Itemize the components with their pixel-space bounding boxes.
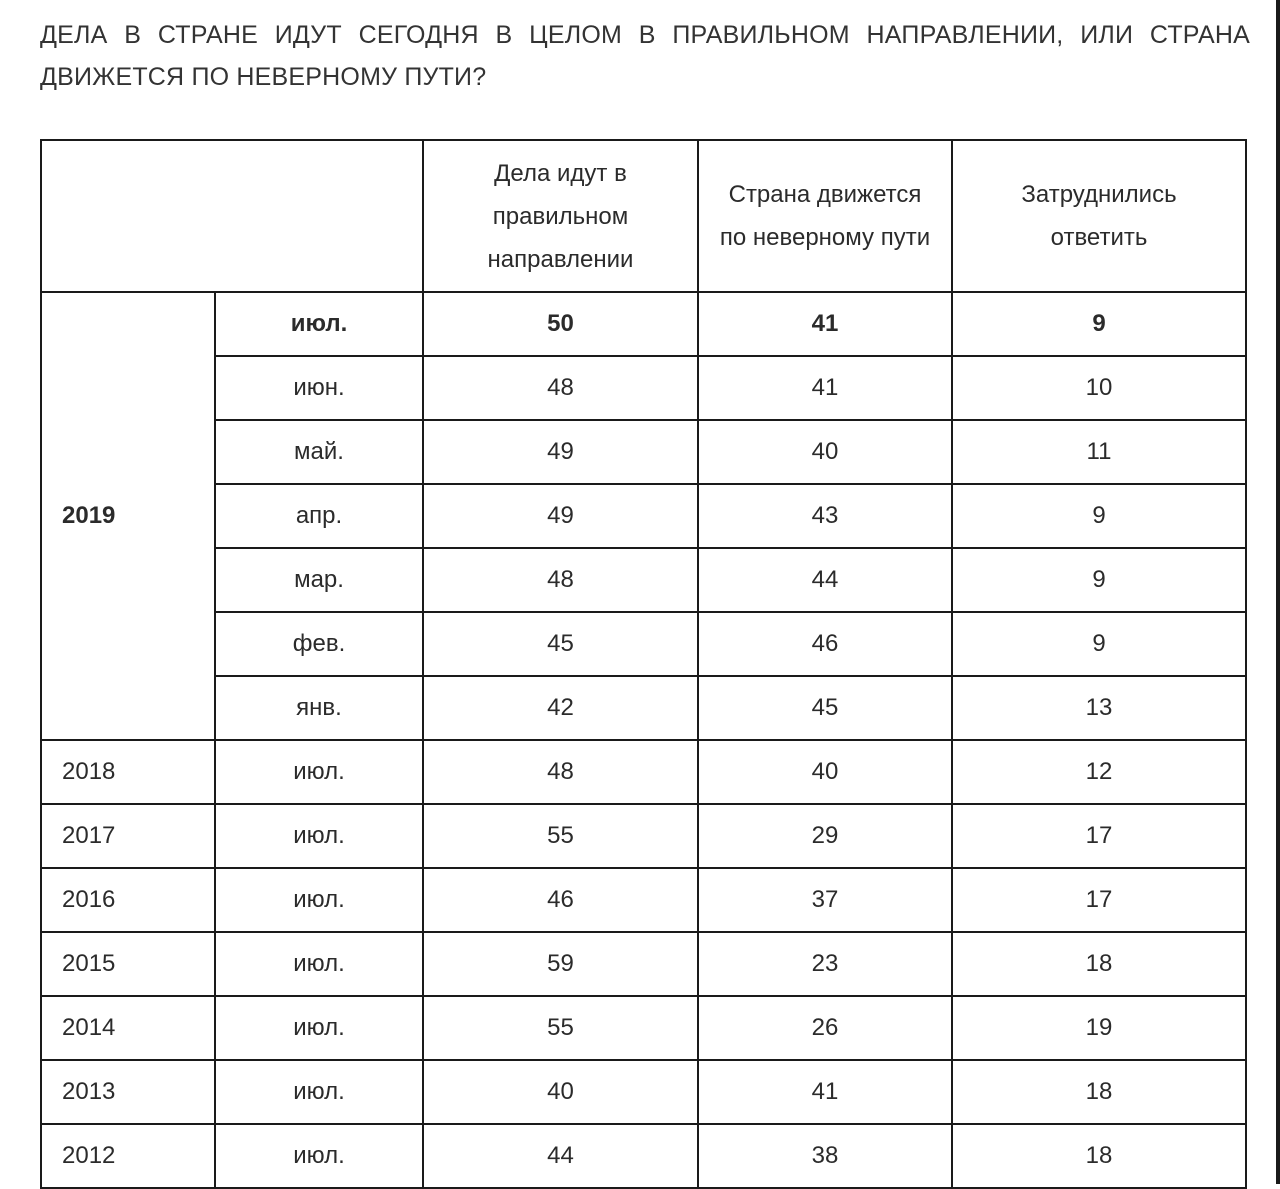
hard-to-say-cell: 9 xyxy=(952,548,1246,612)
month-cell: мар. xyxy=(215,548,423,612)
year-cell: 2016 xyxy=(41,868,215,932)
hard-to-say-cell: 10 xyxy=(952,356,1246,420)
year-cell: 2018 xyxy=(41,740,215,804)
right-direction-cell: 49 xyxy=(423,420,698,484)
hard-to-say-cell: 18 xyxy=(952,932,1246,996)
month-cell: янв. xyxy=(215,676,423,740)
wrong-path-cell: 43 xyxy=(698,484,952,548)
year-cell: 2012 xyxy=(41,1124,215,1188)
wrong-path-cell: 46 xyxy=(698,612,952,676)
table-row xyxy=(41,868,1246,932)
wrong-path-cell: 26 xyxy=(698,996,952,1060)
year-cell: 2015 xyxy=(41,932,215,996)
month-cell: июл. xyxy=(215,292,423,356)
table-row xyxy=(41,548,1246,612)
right-direction-cell: 48 xyxy=(423,740,698,804)
hard-to-say-cell: 18 xyxy=(952,1060,1246,1124)
hard-to-say-cell: 17 xyxy=(952,804,1246,868)
month-cell: июл. xyxy=(215,740,423,804)
wrong-path-cell: 45 xyxy=(698,676,952,740)
right-direction-cell: 46 xyxy=(423,868,698,932)
wrong-path-cell: 41 xyxy=(698,292,952,356)
right-direction-cell: 40 xyxy=(423,1060,698,1124)
year-cell: 2019 xyxy=(41,292,215,740)
hard-to-say-cell: 17 xyxy=(952,868,1246,932)
table-row xyxy=(41,420,1246,484)
hard-to-say-cell: 19 xyxy=(952,996,1246,1060)
scrollbar-edge xyxy=(1276,0,1280,1184)
month-cell: июн. xyxy=(215,356,423,420)
year-cell: 2013 xyxy=(41,1060,215,1124)
wrong-path-cell: 37 xyxy=(698,868,952,932)
table-row xyxy=(41,996,1246,1060)
table-row xyxy=(41,1124,1246,1188)
table-row xyxy=(41,676,1246,740)
wrong-path-cell: 44 xyxy=(698,548,952,612)
year-cell: 2017 xyxy=(41,804,215,868)
wrong-path-cell: 29 xyxy=(698,804,952,868)
hard-to-say-cell: 18 xyxy=(952,1124,1246,1188)
right-direction-cell: 44 xyxy=(423,1124,698,1188)
table-row xyxy=(41,292,1246,356)
month-cell: июл. xyxy=(215,996,423,1060)
right-direction-cell: 59 xyxy=(423,932,698,996)
right-direction-cell: 48 xyxy=(423,548,698,612)
header-hard-to-say: Затруднились ответить xyxy=(952,140,1246,292)
month-cell: июл. xyxy=(215,1124,423,1188)
right-direction-cell: 49 xyxy=(423,484,698,548)
header-right-direction: Дела идут в правильном направлении xyxy=(423,140,698,292)
month-cell: май. xyxy=(215,420,423,484)
year-cell: 2014 xyxy=(41,996,215,1060)
month-cell: апр. xyxy=(215,484,423,548)
month-cell: июл. xyxy=(215,932,423,996)
month-cell: фев. xyxy=(215,612,423,676)
wrong-path-cell: 40 xyxy=(698,420,952,484)
month-cell: июл. xyxy=(215,1060,423,1124)
right-direction-cell: 45 xyxy=(423,612,698,676)
header-wrong-path: Страна движется по неверному пути xyxy=(698,140,952,292)
wrong-path-cell: 41 xyxy=(698,356,952,420)
wrong-path-cell: 41 xyxy=(698,1060,952,1124)
table-row xyxy=(41,484,1246,548)
table-row xyxy=(41,932,1246,996)
hard-to-say-cell: 9 xyxy=(952,484,1246,548)
wrong-path-cell: 38 xyxy=(698,1124,952,1188)
right-direction-cell: 42 xyxy=(423,676,698,740)
table-row xyxy=(41,1060,1246,1124)
table-row xyxy=(41,356,1246,420)
right-direction-cell: 50 xyxy=(423,292,698,356)
table-row xyxy=(41,740,1246,804)
wrong-path-cell: 23 xyxy=(698,932,952,996)
page-title: ДЕЛА В СТРАНЕ ИДУТ СЕГОДНЯ В ЦЕЛОМ В ПРАВИЛЬНОМ НАПРАВЛЕНИИ, ИЛИ СТРАНА ДВИЖЕТСЯ ПО НЕВЕРНОМУ ПУТИ? xyxy=(40,21,1250,91)
month-cell: июл. xyxy=(215,804,423,868)
hard-to-say-cell: 12 xyxy=(952,740,1246,804)
poll-table xyxy=(40,139,1247,1189)
right-direction-cell: 55 xyxy=(423,804,698,868)
table-row xyxy=(41,804,1246,868)
wrong-path-cell: 40 xyxy=(698,740,952,804)
hard-to-say-cell: 9 xyxy=(952,612,1246,676)
table-header-row xyxy=(41,140,1246,292)
right-direction-cell: 48 xyxy=(423,356,698,420)
hard-to-say-cell: 11 xyxy=(952,420,1246,484)
table-row xyxy=(41,612,1246,676)
right-direction-cell: 55 xyxy=(423,996,698,1060)
month-cell: июл. xyxy=(215,868,423,932)
hard-to-say-cell: 13 xyxy=(952,676,1246,740)
header-empty-cell xyxy=(41,140,423,292)
hard-to-say-cell: 9 xyxy=(952,292,1246,356)
